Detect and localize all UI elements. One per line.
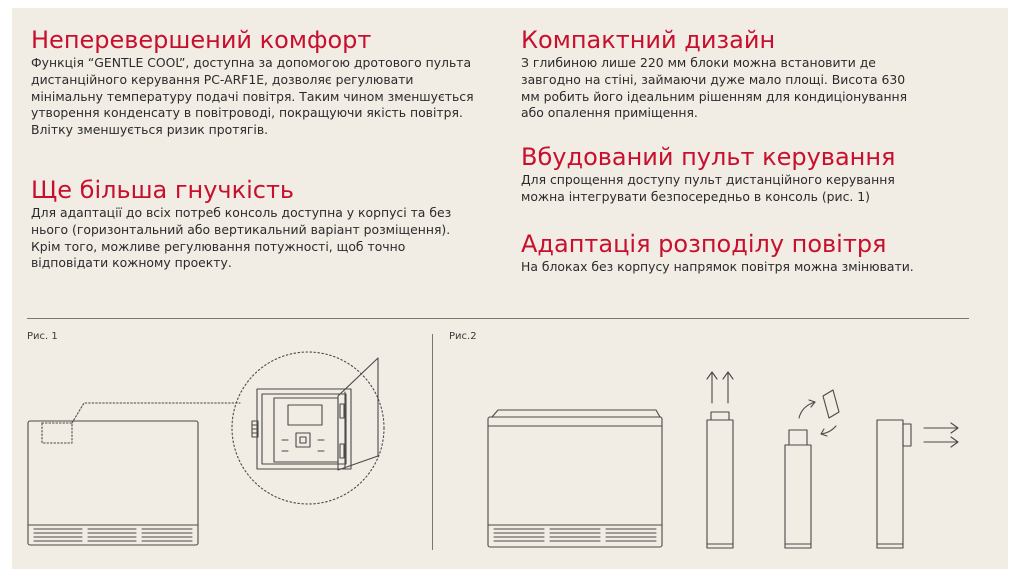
figure-2-label: Рис.2 (449, 331, 477, 342)
section-design-title: Компактний дизайн (521, 26, 776, 54)
illustrations (12, 8, 1008, 569)
section-design-text: З глибиною лише 220 мм блоки можна встановити де завгодно на стіні, займаючи дуже мало площі. Висота 630 мм робить його ідеальним рішенням для кондиціонування або опалення приміщення. (521, 55, 908, 121)
console-unit-illustration (28, 403, 240, 545)
housed-unit-illustration (488, 410, 662, 547)
section-airflow-text: На блоках без корпусу напрямок повітря можна змінювати. (521, 259, 914, 274)
angled-airflow-illustration (785, 390, 839, 548)
section-flexibility-text: Для адаптації до всіх потреб консоль доступна у корпусі та без нього (горизонтальний або вертикальний варіант розміщення). Крім того, можливе регулювання потужності, щоб точно відповідати кожному проекту. (31, 205, 452, 271)
remote-zoom-illustration (232, 352, 384, 504)
brochure-page (12, 8, 1008, 569)
horizontal-airflow-illustration (877, 420, 958, 548)
section-flexibility-title: Ще більша гнучкість (31, 176, 295, 204)
section-remote-text: Для спрощення доступу пульт дистанційного керування можна інтегрувати безпосередньо в консоль (рис. 1) (521, 172, 895, 204)
section-comfort-title: Неперевершений комфорт (31, 26, 372, 54)
section-airflow-title: Адаптація розподілу повітря (521, 230, 887, 258)
vertical-airflow-illustration (707, 372, 733, 548)
section-remote-title: Вбудований пульт керування (521, 143, 896, 171)
figure-1-label: Рис. 1 (27, 331, 58, 342)
section-comfort-text: Функція “GENTLE COOL”, доступна за допомогою дротового пульта дистанційного керування PC-ARF1E, дозволяє регулювати мінімальну температуру подачі повітря. Таким чином зменшується утворення конденсату в повітроводі, покращуючи якість повітря. Влітку зменшується ризик протягів. (31, 55, 474, 138)
